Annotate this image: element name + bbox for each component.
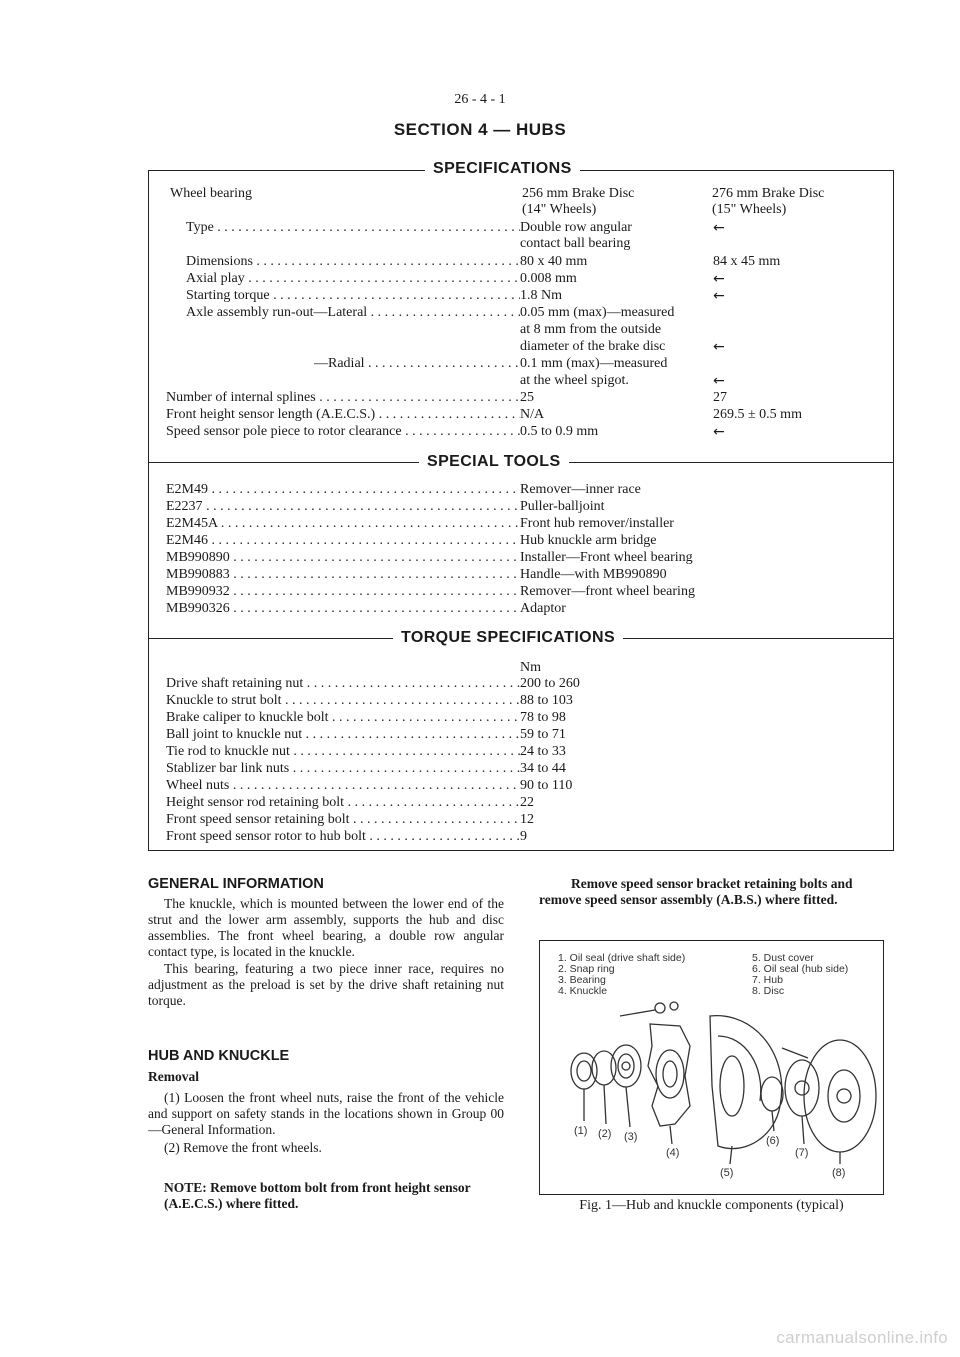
hub-knuckle-heading: HUB AND KNUCKLE	[148, 1048, 290, 1064]
torque-name: Drive shaft retaining nut . . .	[166, 676, 520, 692]
torque-value: 200 to 260	[520, 676, 580, 691]
starting-torque-value: 1.8 Nm	[520, 288, 562, 303]
oil-seal-part	[571, 1053, 597, 1089]
torque-value: 59 to 71	[520, 727, 566, 742]
height-sensor-value: N/A	[520, 407, 545, 422]
lateral-value: 0.05 mm (max)—measured	[520, 305, 675, 320]
legend-item: 3. Bearing	[558, 974, 606, 986]
callout-8: (8)	[832, 1167, 846, 1179]
removal-subheading: Removal	[148, 1069, 199, 1084]
torque-value: 22	[520, 795, 534, 810]
radial-label: —Radial . . .	[314, 356, 520, 372]
legend-item: 4. Knuckle	[558, 985, 608, 997]
radial-value: 0.1 mm (max)—measured	[520, 356, 668, 371]
general-information-heading: GENERAL INFORMATION	[148, 876, 324, 892]
tool-desc: Remover—inner race	[520, 482, 641, 497]
torque-value: 88 to 103	[520, 693, 573, 708]
special-tools-heading: SPECIAL TOOLS	[419, 452, 569, 472]
torque-name: Height sensor rod retaining bolt . . .	[166, 795, 520, 811]
section-title: SECTION 4 — HUBS	[393, 120, 567, 139]
same-arrow: ←	[713, 220, 725, 236]
col1-header: 256 mm Brake Disc	[522, 186, 635, 201]
callout-4: (4)	[666, 1147, 680, 1159]
tool-code: MB990326 . . .	[166, 601, 520, 617]
torque-unit: Nm	[520, 660, 541, 675]
tool-code: MB990890 . . .	[166, 550, 520, 566]
radial-value-line2: at the wheel spigot.	[520, 373, 629, 388]
disc-part	[804, 1040, 876, 1152]
callout-6: (6)	[766, 1135, 780, 1147]
callout-1: (1)	[574, 1125, 588, 1137]
torque-heading: TORQUE SPECIFICATIONS	[393, 628, 623, 648]
speed-sensor-instruction: Remove speed sensor bracket retaining bolts and remove speed sensor assembly (A.B.S.) where fitted.	[539, 876, 853, 907]
splines-value-2: 27	[713, 390, 727, 405]
callout-2: (2)	[598, 1128, 612, 1140]
lateral-label: Axle assembly run-out—Lateral . . .	[186, 305, 520, 321]
same-arrow: ←	[713, 271, 725, 287]
tool-desc: Remover—front wheel bearing	[520, 584, 695, 599]
callout-7: (7)	[795, 1147, 809, 1159]
tool-desc: Handle—with MB990890	[520, 567, 667, 582]
hub-oil-seal-part	[761, 1077, 783, 1111]
axial-value: 0.008 mm	[520, 271, 577, 286]
type-label: Type . . .	[186, 220, 520, 236]
torque-value: 78 to 98	[520, 710, 566, 725]
tool-code: MB990932 . . .	[166, 584, 520, 600]
col2-header: 276 mm Brake Disc	[712, 186, 825, 201]
watermark: carmanualsonline.info	[776, 1328, 948, 1347]
torque-value: 12	[520, 812, 534, 827]
general-para-1: The knuckle, which is mounted between the lower end of the strut and the lower arm assembly, supports the hub and disc assemblies. The front wheel bearing, a double row angular contact type, is located in the knuckle.	[148, 896, 504, 959]
hub-knuckle-illustration	[540, 996, 883, 1196]
tool-code: E2M45A . . .	[166, 516, 520, 532]
torque-name: Stablizer bar link nuts . . .	[166, 761, 520, 777]
dimensions-value: 80 x 40 mm	[520, 254, 588, 269]
torque-value: 34 to 44	[520, 761, 566, 776]
same-arrow: ←	[713, 373, 725, 389]
tool-desc: Installer—Front wheel bearing	[520, 550, 693, 565]
col1-sub: (14" Wheels)	[522, 202, 597, 217]
tool-desc: Front hub remover/installer	[520, 516, 674, 531]
figure-caption: Fig. 1—Hub and knuckle components (typical)	[579, 1198, 844, 1213]
removal-step-1: (1) Loosen the front wheel nuts, raise the front of the vehicle and support on safety stands in the locations shown in Group 00—General Information.	[148, 1090, 504, 1137]
note-content: NOTE: Remove bottom bolt from front height sensor (A.E.C.S.) where fitted.	[164, 1180, 471, 1211]
torque-name: Ball joint to knuckle nut . . .	[166, 727, 520, 743]
torque-value: 24 to 33	[520, 744, 566, 759]
specifications-heading: SPECIFICATIONS	[425, 159, 580, 179]
legend-item: 7. Hub	[752, 974, 783, 986]
figure-box	[539, 940, 884, 1195]
torque-name: Tie rod to knuckle nut . . .	[166, 744, 520, 760]
torque-value: 90 to 110	[520, 778, 573, 793]
torque-name: Front speed sensor retaining bolt . . .	[166, 812, 520, 828]
lateral-value-line3: diameter of the brake disc	[520, 339, 666, 354]
height-sensor-label: Front height sensor length (A.E.C.S.) . . .	[166, 407, 520, 423]
tool-code: E2M49 . . .	[166, 482, 520, 498]
same-arrow: ←	[713, 424, 725, 440]
torque-name: Knuckle to strut bolt . . .	[166, 693, 520, 709]
hub-part	[785, 1060, 819, 1116]
removal-step-2: (2) Remove the front wheels.	[164, 1140, 322, 1155]
legend-item: 8. Disc	[752, 985, 785, 997]
starting-torque-label: Starting torque . . .	[186, 288, 520, 304]
tool-desc: Puller-balljoint	[520, 499, 605, 514]
torque-name: Wheel nuts . . .	[166, 778, 520, 794]
tool-code: MB990883 . . .	[166, 567, 520, 583]
dimensions-label: Dimensions . . .	[186, 254, 520, 270]
legend-item: 5. Dust cover	[752, 952, 814, 964]
tool-desc: Hub knuckle arm bridge	[520, 533, 657, 548]
torque-name: Front speed sensor rotor to hub bolt . . .	[166, 829, 520, 845]
callout-5: (5)	[720, 1167, 734, 1179]
tool-code: E2237 . . .	[166, 499, 520, 515]
splines-value: 25	[520, 390, 534, 405]
lateral-value-line2: at 8 mm from the outside	[520, 322, 662, 337]
axial-label: Axial play . . .	[186, 271, 520, 287]
callout-3: (3)	[624, 1131, 638, 1143]
type-value: Double row angular	[520, 220, 632, 235]
tool-code: E2M46 . . .	[166, 533, 520, 549]
note-text	[164, 1180, 494, 1212]
torque-name: Brake caliper to knuckle bolt . . .	[166, 710, 520, 726]
splines-label: Number of internal splines . . .	[166, 390, 520, 406]
clearance-label: Speed sensor pole piece to rotor clearance . . .	[166, 424, 520, 440]
figure-legend-right	[752, 953, 848, 997]
dimensions-value-2: 84 x 45 mm	[713, 254, 781, 269]
clearance-value: 0.5 to 0.9 mm	[520, 424, 599, 439]
same-arrow: ←	[713, 288, 725, 304]
legend-item: 1. Oil seal (drive shaft side)	[558, 952, 686, 964]
legend-item: 2. Snap ring	[558, 963, 615, 975]
height-sensor-value-2: 269.5 ± 0.5 mm	[713, 407, 802, 422]
torque-value: 9	[520, 829, 527, 844]
legend-item: 6. Oil seal (hub side)	[752, 963, 849, 975]
general-para-2: This bearing, featuring a two piece inner race, requires no adjustment as the preload is set by the drive shaft retaining nut torque.	[148, 961, 504, 1008]
wheel-bearing-label: Wheel bearing	[170, 186, 253, 201]
type-value-line2: contact ball bearing	[520, 236, 631, 251]
col2-sub: (15" Wheels)	[712, 202, 787, 217]
tool-desc: Adaptor	[520, 601, 566, 616]
same-arrow: ←	[713, 339, 725, 355]
figure-legend-left	[558, 953, 685, 997]
page-number: 26 - 4 - 1	[454, 92, 506, 107]
